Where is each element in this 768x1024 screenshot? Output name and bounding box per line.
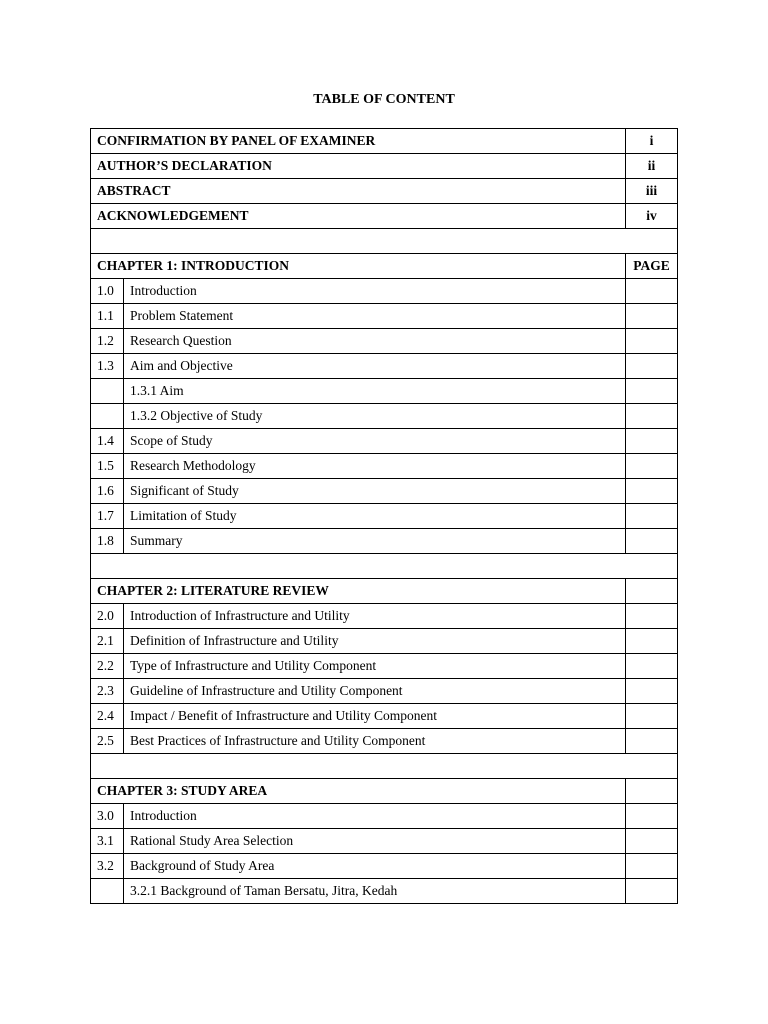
page-cell (626, 804, 678, 829)
section-number: 1.6 (91, 479, 124, 504)
page-cell (626, 854, 678, 879)
section-number: 1.4 (91, 429, 124, 454)
page-cell (626, 504, 678, 529)
section-title: 1.3.1 Aim (124, 379, 626, 404)
page-cell (626, 379, 678, 404)
toc-entry-row (91, 604, 678, 629)
section-title: Summary (124, 529, 626, 554)
page-cell (626, 604, 678, 629)
chapter-heading: CHAPTER 3: STUDY AREA (91, 779, 626, 804)
section-title: Limitation of Study (124, 504, 626, 529)
page-cell (626, 429, 678, 454)
section-title: Background of Study Area (124, 854, 626, 879)
page-cell (626, 879, 678, 904)
section-number: 1.8 (91, 529, 124, 554)
section-title: Guideline of Infrastructure and Utility Component (124, 679, 626, 704)
toc-entry-row (91, 304, 678, 329)
toc-entry-row (91, 704, 678, 729)
page-cell (626, 279, 678, 304)
page-cell (626, 829, 678, 854)
chapter-heading-row (91, 254, 678, 279)
front-matter-page: ii (626, 154, 678, 179)
section-title: Research Question (124, 329, 626, 354)
front-matter-page: iv (626, 204, 678, 229)
section-title: Aim and Objective (124, 354, 626, 379)
section-title: Problem Statement (124, 304, 626, 329)
toc-entry-row (91, 654, 678, 679)
page-cell (626, 629, 678, 654)
front-matter-row (91, 204, 678, 229)
front-matter-label: CONFIRMATION BY PANEL OF EXAMINER (91, 129, 626, 154)
toc-entry-row (91, 729, 678, 754)
section-number: 2.0 (91, 604, 124, 629)
chapter-heading-row (91, 579, 678, 604)
section-title: Rational Study Area Selection (124, 829, 626, 854)
section-title: 3.2.1 Background of Taman Bersatu, Jitra, Kedah (124, 879, 626, 904)
toc-entry-row (91, 404, 678, 429)
section-number: 2.4 (91, 704, 124, 729)
toc-entry-row (91, 454, 678, 479)
front-matter-row (91, 154, 678, 179)
section-title: Significant of Study (124, 479, 626, 504)
toc-entry-row (91, 829, 678, 854)
section-number: 1.0 (91, 279, 124, 304)
page-cell (626, 704, 678, 729)
page-cell (626, 454, 678, 479)
toc-table (90, 128, 678, 904)
toc-entry-row (91, 804, 678, 829)
front-matter-row (91, 129, 678, 154)
page-cell (626, 679, 678, 704)
page-cell (626, 729, 678, 754)
spacer-row (91, 554, 678, 579)
toc-entry-row (91, 429, 678, 454)
section-number: 1.5 (91, 454, 124, 479)
section-number (91, 379, 124, 404)
toc-entry-row (91, 279, 678, 304)
page-cell (626, 354, 678, 379)
page-cell (626, 579, 678, 604)
section-title: Introduction (124, 804, 626, 829)
spacer-row (91, 754, 678, 779)
front-matter-label: ABSTRACT (91, 179, 626, 204)
section-title: 1.3.2 Objective of Study (124, 404, 626, 429)
section-number (91, 879, 124, 904)
section-title: Introduction (124, 279, 626, 304)
section-title: Research Methodology (124, 454, 626, 479)
section-title: Impact / Benefit of Infrastructure and Utility Component (124, 704, 626, 729)
toc-entry-row (91, 354, 678, 379)
section-number: 2.2 (91, 654, 124, 679)
chapter-heading: CHAPTER 2: LITERATURE REVIEW (91, 579, 626, 604)
page-cell (626, 779, 678, 804)
front-matter-row (91, 179, 678, 204)
toc-entry-row (91, 479, 678, 504)
section-number: 3.2 (91, 854, 124, 879)
page-cell (626, 654, 678, 679)
section-number: 2.5 (91, 729, 124, 754)
front-matter-label: AUTHOR’S DECLARATION (91, 154, 626, 179)
section-title: Best Practices of Infrastructure and Utility Component (124, 729, 626, 754)
section-number: 3.1 (91, 829, 124, 854)
page-cell (626, 529, 678, 554)
page-title: TABLE OF CONTENT (313, 92, 455, 107)
toc-entry-row (91, 529, 678, 554)
section-title: Introduction of Infrastructure and Utility (124, 604, 626, 629)
spacer-row (91, 229, 678, 254)
toc-entry-row (91, 854, 678, 879)
front-matter-label: ACKNOWLEDGEMENT (91, 204, 626, 229)
toc-entry-row (91, 329, 678, 354)
page-cell (626, 304, 678, 329)
section-number: 3.0 (91, 804, 124, 829)
section-number: 2.3 (91, 679, 124, 704)
front-matter-page: iii (626, 179, 678, 204)
page-cell (626, 404, 678, 429)
toc-entry-row (91, 629, 678, 654)
section-number: 1.7 (91, 504, 124, 529)
toc-entry-row (91, 879, 678, 904)
toc-entry-row (91, 504, 678, 529)
chapter-heading: CHAPTER 1: INTRODUCTION (91, 254, 626, 279)
chapter-heading-row (91, 779, 678, 804)
toc-entry-row (91, 379, 678, 404)
page-cell (626, 329, 678, 354)
section-number: 1.3 (91, 354, 124, 379)
section-number: 1.2 (91, 329, 124, 354)
page-cell (626, 479, 678, 504)
front-matter-page: i (626, 129, 678, 154)
section-number: 1.1 (91, 304, 124, 329)
toc-entry-row (91, 679, 678, 704)
section-title: Scope of Study (124, 429, 626, 454)
page-column-header: PAGE (626, 254, 678, 279)
section-number: 2.1 (91, 629, 124, 654)
section-title: Type of Infrastructure and Utility Component (124, 654, 626, 679)
section-number (91, 404, 124, 429)
section-title: Definition of Infrastructure and Utility (124, 629, 626, 654)
